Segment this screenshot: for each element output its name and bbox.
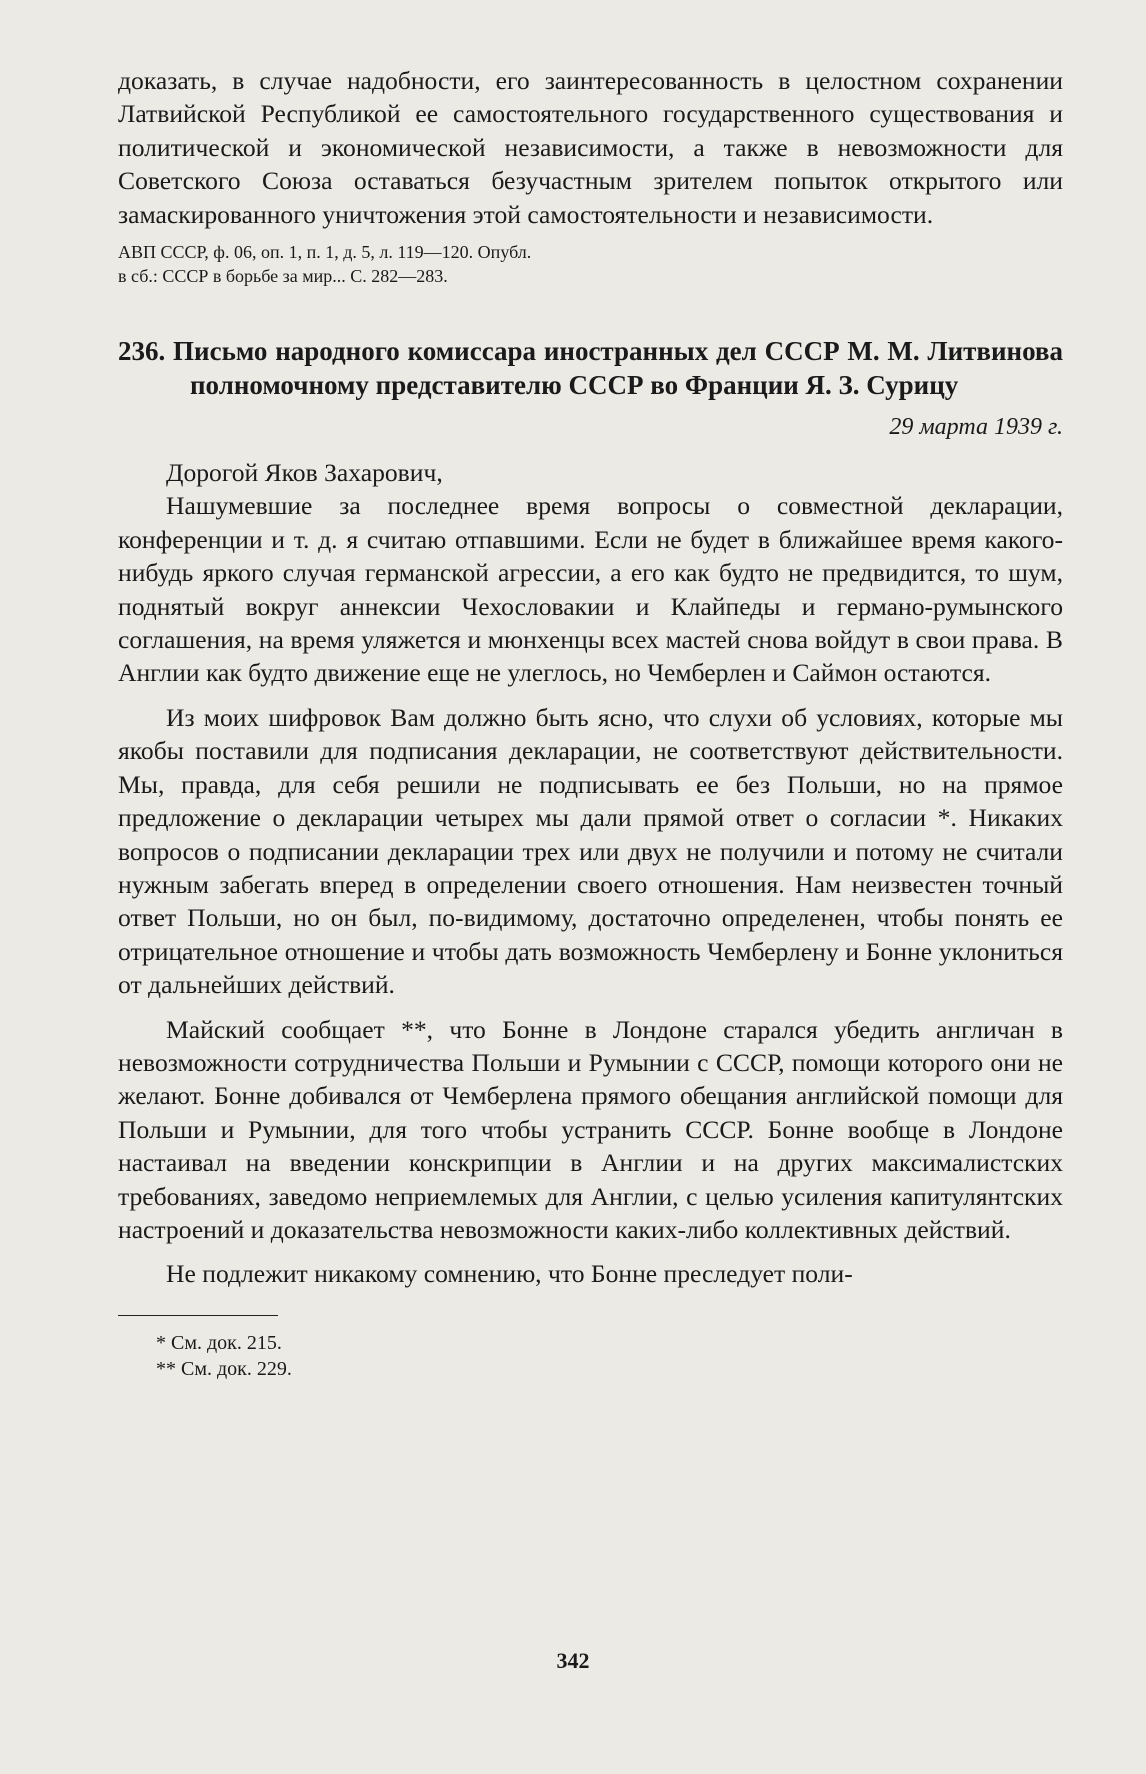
footnote: ** См. док. 229. bbox=[156, 1357, 292, 1380]
footnote: * См. док. 215. bbox=[156, 1331, 282, 1354]
previous-document-ending: доказать, в случае надобности, его заинтересованность в целостном сохранении Латвийской Республикой ее самостоятельного государственного существования и политической и экономической независимости, а также в невозможности для Советского Союза оставаться безучастным зрителем попыток открытого или замаскированного уничтожения этой самостоятельности и независимости. bbox=[118, 66, 1063, 229]
letter-paragraph: Из моих шифровок Вам должно быть ясно, что слухи об условиях, которые мы якобы поставили для подписания декларации, не соответствуют действительности. Мы, правда, для себя решили не подписывать ее без Польши, но на прямое предложение о декларации четырех мы дали прямой ответ о согласии *. Никаких вопросов о подписании декларации трех или двух не получили и потому не считали нужным забегать вперед в определении своего отношения. Нам неизвестен точный ответ Польши, но он был, по-видимому, достаточно определенен, чтобы понять ее отрицательное отношение и чтобы дать возможность Чемберлену и Бонне уклониться от дальнейших действий. bbox=[118, 702, 1063, 1000]
footnote-divider bbox=[118, 1315, 278, 1316]
letter-paragraph: Майский сообщает **, что Бонне в Лондоне старался убедить англичан в невозможности сотрудничества Польши и Румынии с СССР, помощи которого они не желают. Бонне добивался от Чемберлена прямого обещания английской помощи для Польши и Румынии, для того чтобы устранить СССР. Бонне вообще в Лондоне настаивал на введении конскрипции в Англии и на других максималистских требованиях, заведомо неприемлемых для Англии, с целью усиления капитулянтских настроений и доказательства невозможности каких-либо коллективных действий. bbox=[118, 1014, 1063, 1244]
archive-source-note: АВП СССР, ф. 06, оп. 1, п. 1, д. 5, л. 119—120. Опубл. в сб.: СССР в борьбе за мир... С. 282—283. bbox=[118, 242, 532, 286]
document-date: 29 марта 1939 г. bbox=[889, 414, 1063, 441]
page-number: 342 bbox=[556, 1648, 590, 1673]
letter-paragraph: Не подлежит никакому сомнению, что Бонне преследует поли- bbox=[166, 1259, 853, 1289]
letter-paragraph: Нашумевшие за последнее время вопросы о совместной декларации, конференции и т. д. я считаю отпавшими. Если не будет в ближайшее время какого-нибудь яркого случая германской агрессии, а его как будто не предвидится, то шум, поднятый вокруг аннексии Чехословакии и Клайпеды и германо-румынского соглашения, на время уляжется и мюнхенцы всех мастей снова войдут в свои права. В Англии как будто движение еще не улеглось, но Чемберлен и Саймон остаются. bbox=[118, 491, 1063, 688]
document-heading: 236. Письмо народного комиссара иностранных дел СССР М. М. Литвинова полномочному представителю СССР во Франции Я. З. Сурицу bbox=[118, 336, 1063, 401]
letter-salutation: Дорогой Яков Захарович, bbox=[166, 458, 443, 488]
page-content bbox=[118, 64, 1063, 1382]
